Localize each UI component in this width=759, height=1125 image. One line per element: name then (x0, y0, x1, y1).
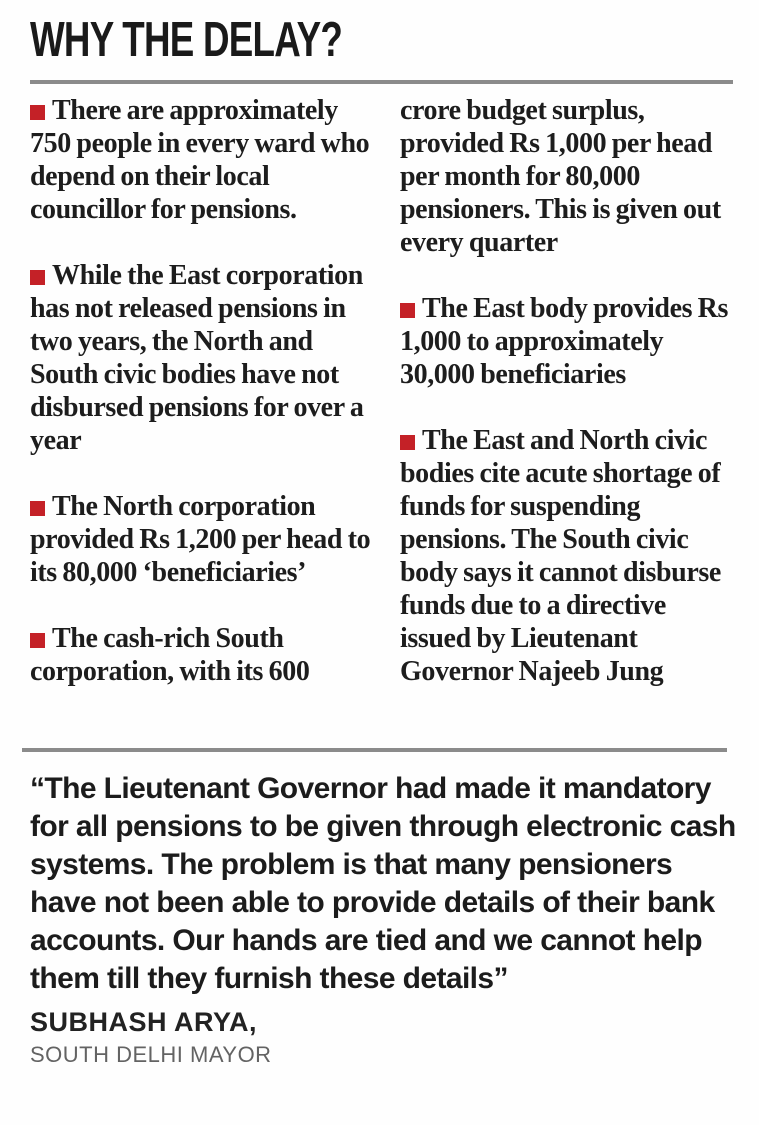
pull-quote: “The Lieutenant Governor had made it mandatory for all pensions to be given through electronic cash systems. The problem is that many pensioners have not been able to provide details of their bank accounts. Our hands are tied and we cannot help them till they furnish these details” (30, 772, 736, 995)
bullet-item (400, 292, 735, 391)
column-right (400, 94, 735, 721)
bullet-square-icon (400, 303, 415, 318)
bullet-item (30, 259, 377, 457)
bullet-item-text: The cash-rich South corporation, with its 600 (30, 623, 310, 687)
bullet-item-continuation (400, 94, 735, 259)
divider-top (30, 80, 733, 84)
page-title (30, 14, 735, 66)
column-left (30, 94, 377, 721)
bullet-item (30, 490, 377, 589)
bullet-item-text: The East body provides Rs 1,000 to approximately 30,000 beneficiaries (400, 293, 729, 390)
bullet-item-text: There are approximately 750 people in every ward who depend on their local councillor for pensions. (30, 95, 370, 225)
quote-attribution-role: SOUTH DELHI MAYOR (30, 1042, 272, 1067)
bullet-square-icon (400, 435, 415, 450)
bullet-item-text: The East and North civic bodies cite acute shortage of funds for suspending pensions. The South civic body says it cannot disburse funds due to a directive issued by Lieutenant Governor Najeeb Jung (400, 425, 721, 687)
quote-attribution-name: SUBHASH ARYA, (30, 1007, 258, 1037)
divider-bottom (22, 748, 727, 752)
bullet-item-text: The North corporation provided Rs 1,200 per head to its 80,000 ‘beneficiaries’ (30, 491, 371, 588)
bullet-square-icon (30, 633, 45, 648)
bullet-item (30, 94, 377, 226)
bullet-square-icon (30, 105, 45, 120)
bullet-columns (30, 94, 735, 742)
bullet-square-icon (30, 270, 45, 285)
bullet-square-icon (30, 501, 45, 516)
bullet-item-text: While the East corporation has not released pensions in two years, the North and South civic bodies have not disbursed pensions for over a year (30, 260, 364, 456)
bullet-item-text: crore budget surplus, provided Rs 1,000 per head per month for 80,000 pensioners. This is given out every quarter (400, 95, 721, 258)
page-title-text: WHY THE DELAY? (30, 13, 343, 67)
bullet-item (400, 424, 735, 688)
bullet-item (30, 622, 377, 688)
